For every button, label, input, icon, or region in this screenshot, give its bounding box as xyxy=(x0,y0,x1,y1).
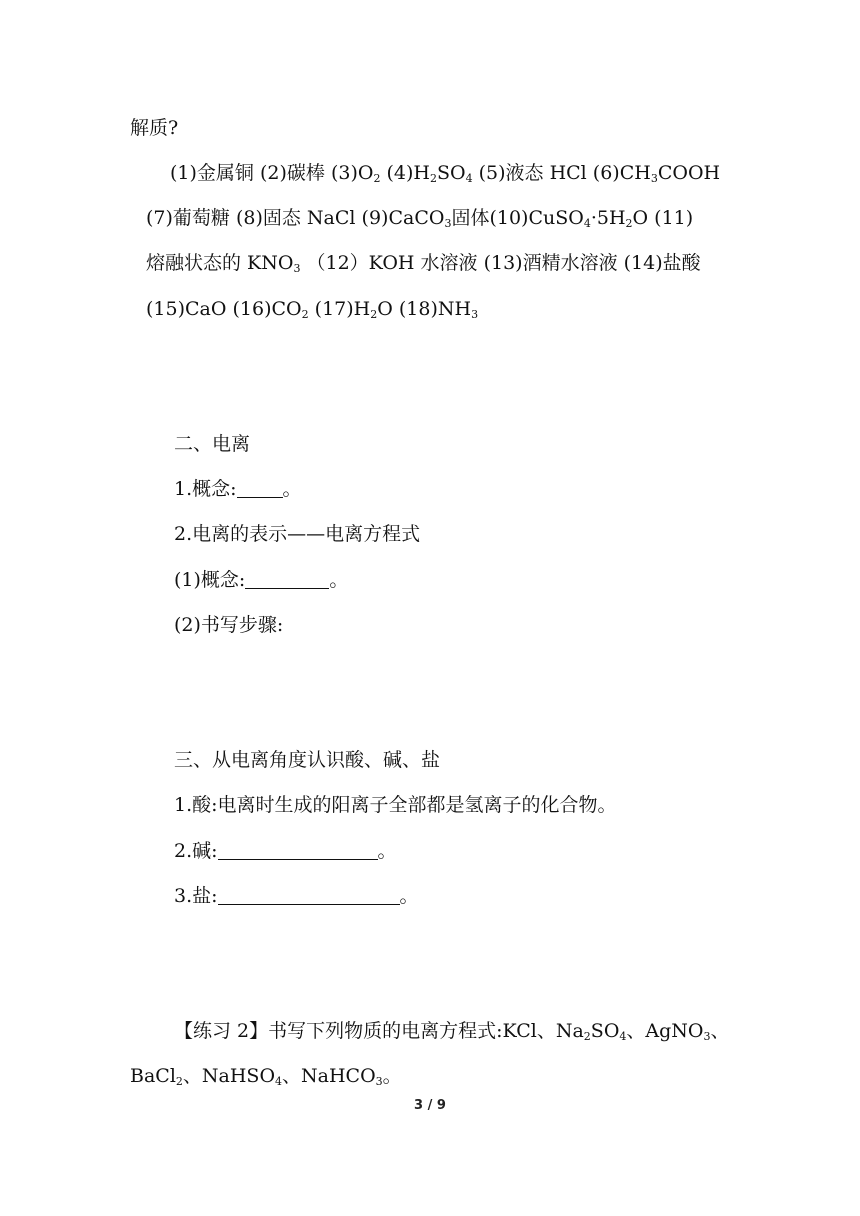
page-number: 3 / 9 xyxy=(414,1098,446,1113)
item-12: （12）KOH 水溶液 xyxy=(306,252,478,274)
practice-2-line-1: 【练习 2】书写下列物质的电离方程式:KCl、$Na_2SO_4$、AgNO$_3$、 xyxy=(174,1020,730,1043)
practice-2-line-2: BaCl$_2$、NaHSO$_4$、NaHCO$_3$。 xyxy=(130,1065,402,1088)
intro-tail: 解质? xyxy=(130,117,179,139)
item-9: (9)CaCO$_3$固体 xyxy=(361,207,490,230)
item-6: $(6)CH_3COOH$ xyxy=(592,162,721,185)
item-3: $(3)O_2$ xyxy=(330,162,381,185)
item-16: $(16)CO_2$ xyxy=(232,298,309,321)
item-13: (13)酒精水溶液 xyxy=(483,252,618,274)
item-14: (14)盐酸 xyxy=(623,252,701,274)
answer-blank[interactable] xyxy=(237,479,283,498)
base-definition: 2.碱: 。 xyxy=(174,840,397,862)
acid-definition: 1.酸:电离时生成的阳离子全部都是氢离子的化合物。 xyxy=(174,794,617,816)
item-17: $(17)H_2O$ xyxy=(314,298,393,321)
item-list-line-3 xyxy=(146,251,701,275)
item-list-line-4 xyxy=(146,297,478,321)
item-11: (11) xyxy=(654,207,694,229)
section-3-heading: 三、从电离角度认识酸、碱、盐 xyxy=(174,749,441,771)
item-4: $(4)H_2SO_4$ xyxy=(386,162,473,185)
item-18: $(18)NH_3$ xyxy=(398,298,479,321)
item-7: (7)葡萄糖 xyxy=(146,207,230,229)
answer-blank[interactable] xyxy=(245,570,329,589)
writing-steps: (2)书写步骤: xyxy=(174,614,284,636)
item-list-line-2 xyxy=(146,206,693,230)
item-list-line-1 xyxy=(170,161,720,185)
item-15: (15)CaO xyxy=(146,298,227,320)
ionization-equation-title: 2.电离的表示——电离方程式 xyxy=(174,523,421,545)
salt-definition: 3.盐: 。 xyxy=(174,885,419,907)
equation-concept: (1)概念: 。 xyxy=(174,569,349,591)
item-2: (2)碳棒 xyxy=(259,162,325,184)
ionization-concept: 1.概念: 。 xyxy=(174,478,302,500)
section-2-heading: 二、电离 xyxy=(174,433,251,455)
item-10: $(10)CuSO_4\cdot 5H_2O$ xyxy=(489,207,649,230)
item-1: (1)金属铜 xyxy=(170,162,254,184)
item-11-text: 熔融状态的 $KNO_3$ xyxy=(146,252,301,275)
answer-blank[interactable] xyxy=(218,886,400,905)
item-8: (8)固态 NaCl xyxy=(235,207,356,229)
answer-blank[interactable] xyxy=(218,841,378,860)
item-5: (5)液态 HCl xyxy=(478,162,587,184)
